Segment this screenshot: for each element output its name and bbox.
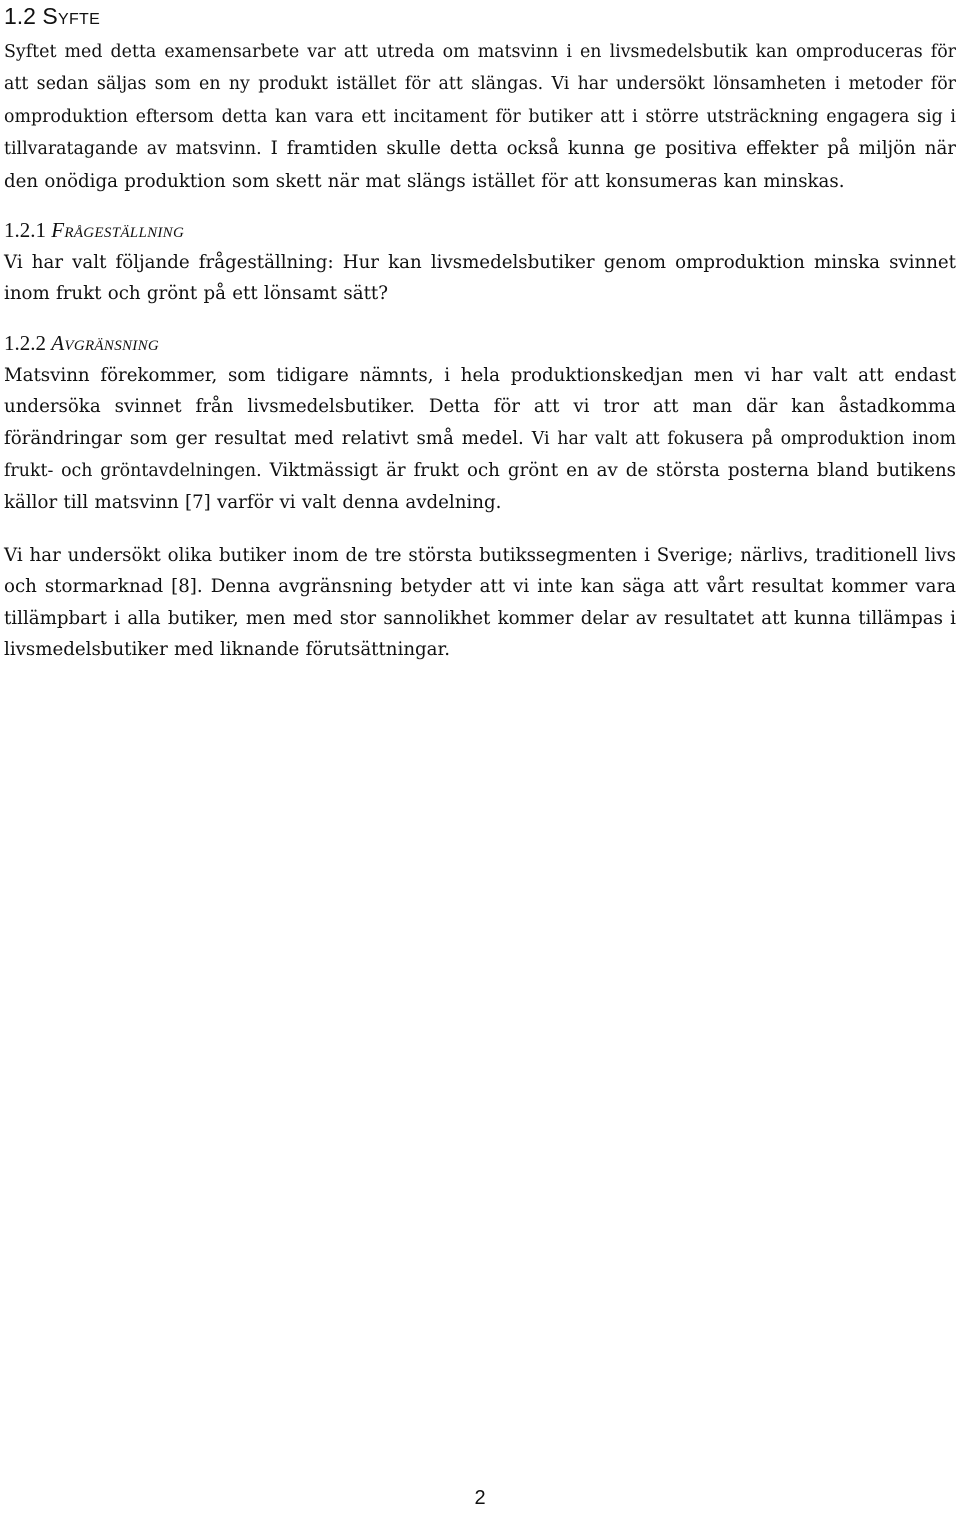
page-number: 2 [474,1487,486,1509]
avgransning-paragraph-1 [4,360,956,519]
section-number: 1.2 [4,3,36,29]
subsection-heading-avgransning [4,330,956,356]
paragraph-part-2: I framtiden skulle detta också kunna ge positiva effekter på miljön när den onödiga produktion som skett när mat slängs istället för att konsumeras kan minskas. [4,138,956,192]
paragraph-part-1: Matsvinn förekommer, som tidigare nämnts, i hela produktionskedjan men vi har valt att endast undersöka svinnet från livsmedelsbutiker. Detta för att vi tror att man där kan åstadkomma förändringar som ger resultat med relativt små medel. [4,364,956,449]
subsection-title: Avgränsning [51,330,160,355]
document-page [4,0,956,1513]
section-paragraph [4,36,956,197]
paragraph-part-1: Syftet med detta examensarbete var att utreda om matsvinn i en livsmedelsbutik kan omproduceras för att sedan säljas som en ny produkt istället för att slängas. Vi har undersökt lönsamheten i metoder för omproduktion eftersom detta kan vara ett incitament för butiker att i större utsträckning engagera sig i tillvaratagande av matsvinn. [4,42,956,160]
subsection-title: Frågeställning [51,218,185,243]
subsection-number: 1.2.1 [4,218,46,243]
subsection-number: 1.2.2 [4,330,46,355]
paragraph-part-3: Viktmässigt är frukt och grönt en av de största posterna bland butikens källor till matsvinn [7] varför vi valt denna avdelning. [4,460,956,514]
section-title: Syfte [42,3,101,29]
avgransning-paragraph-2: Vi har undersökt olika butiker inom de tre största butikssegmenten i Sverige; närlivs, traditionell livs och stormarknad [8]. Denna avgränsning betyder att vi inte kan säga att vårt resultat kommer vara tillämpbart i alla butiker, men med stor sannolikhet kommer delar av resultatet att kunna tillämpas i livsmedelsbutiker med liknande förutsättningar. [4,544,956,661]
paragraph-part-2: Vi har valt att fokusera på omproduktion inom frukt- och gröntavdelningen. [4,428,957,482]
fragestallning-paragraph: Vi har valt följande frågeställning: Hur kan livsmedelsbutiker genom omproduktion minska svinnet inom frukt och grönt på ett lönsamt sätt? [4,252,956,305]
subsection-heading-fragestallning [4,217,956,243]
section-heading [4,2,956,30]
